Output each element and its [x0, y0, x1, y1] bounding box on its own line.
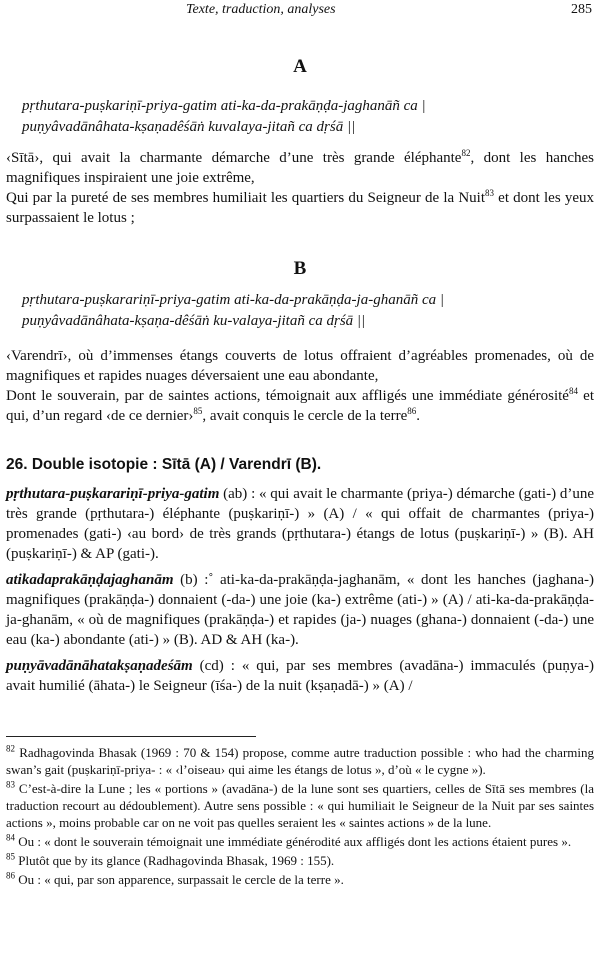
verse-line: pṛthutara-puṣkarariṇī-priya-gatim ati-ka-da-prakāṇḍa-ja-ghanāñ ca |	[22, 292, 444, 308]
running-header	[6, 2, 594, 20]
footnote-ref: 82	[461, 148, 471, 158]
translation-text: , avait conquis le cercle de la terre	[202, 408, 408, 424]
footnote-number: 84	[6, 832, 15, 843]
section-a-translation	[6, 148, 594, 228]
footnote	[6, 852, 594, 869]
footnote-text: Plutôt que by its glance (Radhagovinda Bhasak, 1969 : 155).	[18, 853, 335, 868]
analysis-term: puṇyāvadānāhatakṣaṇadeśām	[6, 658, 193, 674]
translation-text: , dont les hanches magnifiques inspiraient une joie extrême,	[6, 150, 595, 186]
footnote	[6, 780, 594, 831]
footnote-ref: 83	[485, 188, 495, 198]
analysis-term: atikadaprakāṇḍajaghanām	[6, 572, 174, 588]
footnote-ref: 84	[568, 386, 578, 396]
footnote-text: Radhagovinda Bhasak (1969 : 70 & 154) propose, comme autre traduction possible : who had the charming swan’s gait (puṣkariṇī-priya- : « ‹l’oiseau› qui aime les étangs de lotus », d’où « le cygne »).	[6, 745, 594, 777]
footnotes	[6, 744, 594, 890]
footnote-text: Ou : « qui, par son apparence, surpassait le cercle de la terre ».	[18, 872, 344, 887]
footnote-rule	[6, 736, 256, 737]
translation-line	[6, 188, 594, 228]
translation-line	[6, 148, 594, 188]
footnote-ref: 86	[407, 406, 417, 416]
footnote-number: 86	[6, 870, 15, 881]
footnote-text: Ou : « dont le souverain témoignait une immédiate générodité aux affligés dont les actions étaient pures ».	[18, 834, 572, 849]
translation-text: Dont le souverain, par de saintes actions, témoignait aux affligés une immédiate générosité	[6, 388, 569, 404]
translation-line	[6, 386, 594, 426]
footnote-text: C’est-à-dire la Lune ; les « portions » (avadāna-) de la lune sont ses quartiers, celles de Sītā ses membres (la traduction recourt au dédoublement). Autre sens possible : « qui humiliait le Seigneur de la Nuit par ses saintes actions », moins probable car on ne voit pas quelles seraient les « saintes actions » de la lune.	[6, 781, 594, 830]
footnote-number: 82	[6, 743, 15, 754]
page-number: 285	[571, 2, 592, 17]
translation-text: et qui, d’un regard ‹de ce dernier›	[6, 388, 595, 424]
section-b-translation	[6, 346, 594, 426]
translation-text: Qui par la pureté de ses membres humiliait les quartiers du Seigneur de la Nuit	[6, 190, 486, 206]
verse-line: puṇyâvadānâhata-kṣaṇadêśāṅ kuvalaya-jitañ ca dṛśā ||	[22, 119, 356, 135]
book-page	[6, 0, 594, 968]
analysis-term: pṛthutara-puṣkarariṇī-priya-gatim	[6, 486, 220, 502]
running-title: Texte, traduction, analyses	[186, 2, 336, 17]
section-a-heading: A	[293, 56, 307, 77]
analysis-text: (ab) : « qui avait le charmante (priya-) démarche (gati-) d’une très grande (pṛthutara-) éléphante (puṣkariṇī-) » (A) / « qui offait de charmantes (priya-) promenades (gati-) ‹au bord› de très grands (pṛthutara-) étangs de lotus (puṣkariṇī-) » (B). AH (puṣkariṇī-) & AP (gati-).	[6, 486, 594, 562]
analysis-heading: 26. Double isotopie : Sītā (A) / Varendrī (B).	[6, 456, 322, 473]
verse-line: puṇyâvadānâhata-kṣaṇa-dêśāṅ ku-valaya-jitañ ca dṛśā ||	[22, 313, 366, 329]
translation-text: .	[416, 408, 421, 424]
analysis-paragraph	[6, 570, 594, 650]
footnote-ref: 85	[193, 406, 203, 416]
footnote	[6, 871, 594, 888]
footnote-number: 83	[6, 779, 15, 790]
section-a-verse	[22, 96, 426, 138]
footnote	[6, 744, 594, 778]
translation-text: et dont les yeux surpassaient le lotus ;	[6, 190, 594, 226]
analysis-paragraph	[6, 656, 594, 696]
analysis-body	[6, 484, 594, 696]
section-b-verse	[22, 290, 444, 332]
translation-text: ‹Sītā›, qui avait la charmante démarche d’une très grande éléphante	[6, 150, 462, 166]
analysis-text: (b) :˚ ati-ka-da-prakāṇḍa-jaghanām, « dont les hanches (jaghana-) magnifiques (prakāṇḍa-) donnaient (-da-) une joie (ka-) extrême (ati-) » (A) / ati-ka-da-prakāṇḍa-ja-ghanām, « où de magnifiques (prakāṇḍa-) et rapides (ja-) nuages (ghana-) donnaient (-da-) une eau (ka-) abondante (ati-) » (B). AD & AH (ka-).	[6, 572, 594, 648]
section-b-heading: B	[293, 258, 307, 279]
analysis-text: (cd) : « qui, par ses membres (avadāna-) immaculés (puṇya-) avait humilié (āhata-) le Seigneur (īśa-) de la nuit (kṣaṇadā-) » (A) /	[6, 658, 594, 694]
footnote	[6, 833, 594, 850]
verse-line: pṛthutara-puṣkariṇī-priya-gatim ati-ka-da-prakāṇḍa-jaghanāñ ca |	[22, 98, 426, 114]
analysis-paragraph	[6, 484, 594, 564]
translation-line: ‹Varendrī›, où d’immenses étangs couverts de lotus offraient d’agréables promenades, où de magnifiques et rapides nuages déversaient une eau abondante,	[6, 348, 594, 384]
footnote-number: 85	[6, 851, 15, 862]
